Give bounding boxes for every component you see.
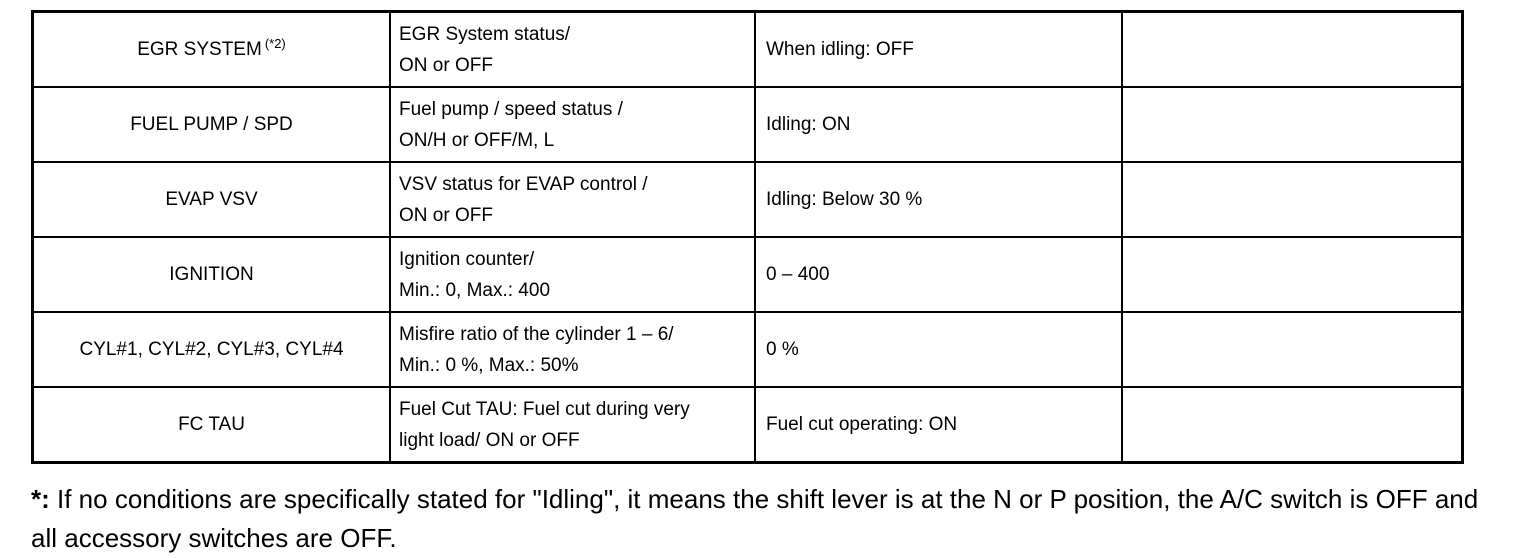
item-cell: FC TAU <box>33 387 391 463</box>
diagnostic-note-cell <box>1122 312 1463 387</box>
table-row <box>33 387 1463 463</box>
measurement-cell: VSV status for EVAP control / ON or OFF <box>390 162 755 237</box>
table-row <box>33 162 1463 237</box>
item-cell: IGNITION <box>33 237 391 312</box>
normal-condition-cell: 0 % <box>755 312 1122 387</box>
diagnostic-note-cell <box>1122 162 1463 237</box>
measurement-cell: Fuel Cut TAU: Fuel cut during very light load/ ON or OFF <box>390 387 755 463</box>
item-cell: EGR SYSTEM $^{(*2)}$ <box>33 12 391 88</box>
normal-condition-cell: Idling: Below 30 % <box>755 162 1122 237</box>
table-row <box>33 237 1463 312</box>
data-list-table <box>31 10 1464 464</box>
item-cell: CYL#1, CYL#2, CYL#3, CYL#4 <box>33 312 391 387</box>
table-row <box>33 12 1463 88</box>
diagnostic-note-cell <box>1122 387 1463 463</box>
normal-condition-cell: Fuel cut operating: ON <box>755 387 1122 463</box>
item-cell: FUEL PUMP / SPD <box>33 87 391 162</box>
normal-condition-cell: Idling: ON <box>755 87 1122 162</box>
measurement-cell: EGR System status/ ON or OFF <box>390 12 755 88</box>
measurement-cell: Ignition counter/ Min.: 0, Max.: 400 <box>390 237 755 312</box>
diagnostic-note-cell <box>1122 87 1463 162</box>
footnote-text: If no conditions are specifically stated for "Idling", it means the shift lever is at the N or P position, the A/C switch is OFF and all accessory switches are OFF. <box>31 484 1479 553</box>
item-note: (*2) <box>264 35 286 51</box>
footnote <box>31 480 1501 558</box>
diagnostic-note-cell <box>1122 237 1463 312</box>
normal-condition-cell: 0 – 400 <box>755 237 1122 312</box>
normal-condition-cell: When idling: OFF <box>755 12 1122 88</box>
item-cell: EVAP VSV <box>33 162 391 237</box>
table-row <box>33 312 1463 387</box>
diagnostic-note-cell <box>1122 12 1463 88</box>
measurement-cell: Fuel pump / speed status / ON/H or OFF/M, L <box>390 87 755 162</box>
measurement-cell: Misfire ratio of the cylinder 1 – 6/ Min.: 0 %, Max.: 50% <box>390 312 755 387</box>
footnote-marker: *: <box>31 484 50 514</box>
table-row <box>33 87 1463 162</box>
